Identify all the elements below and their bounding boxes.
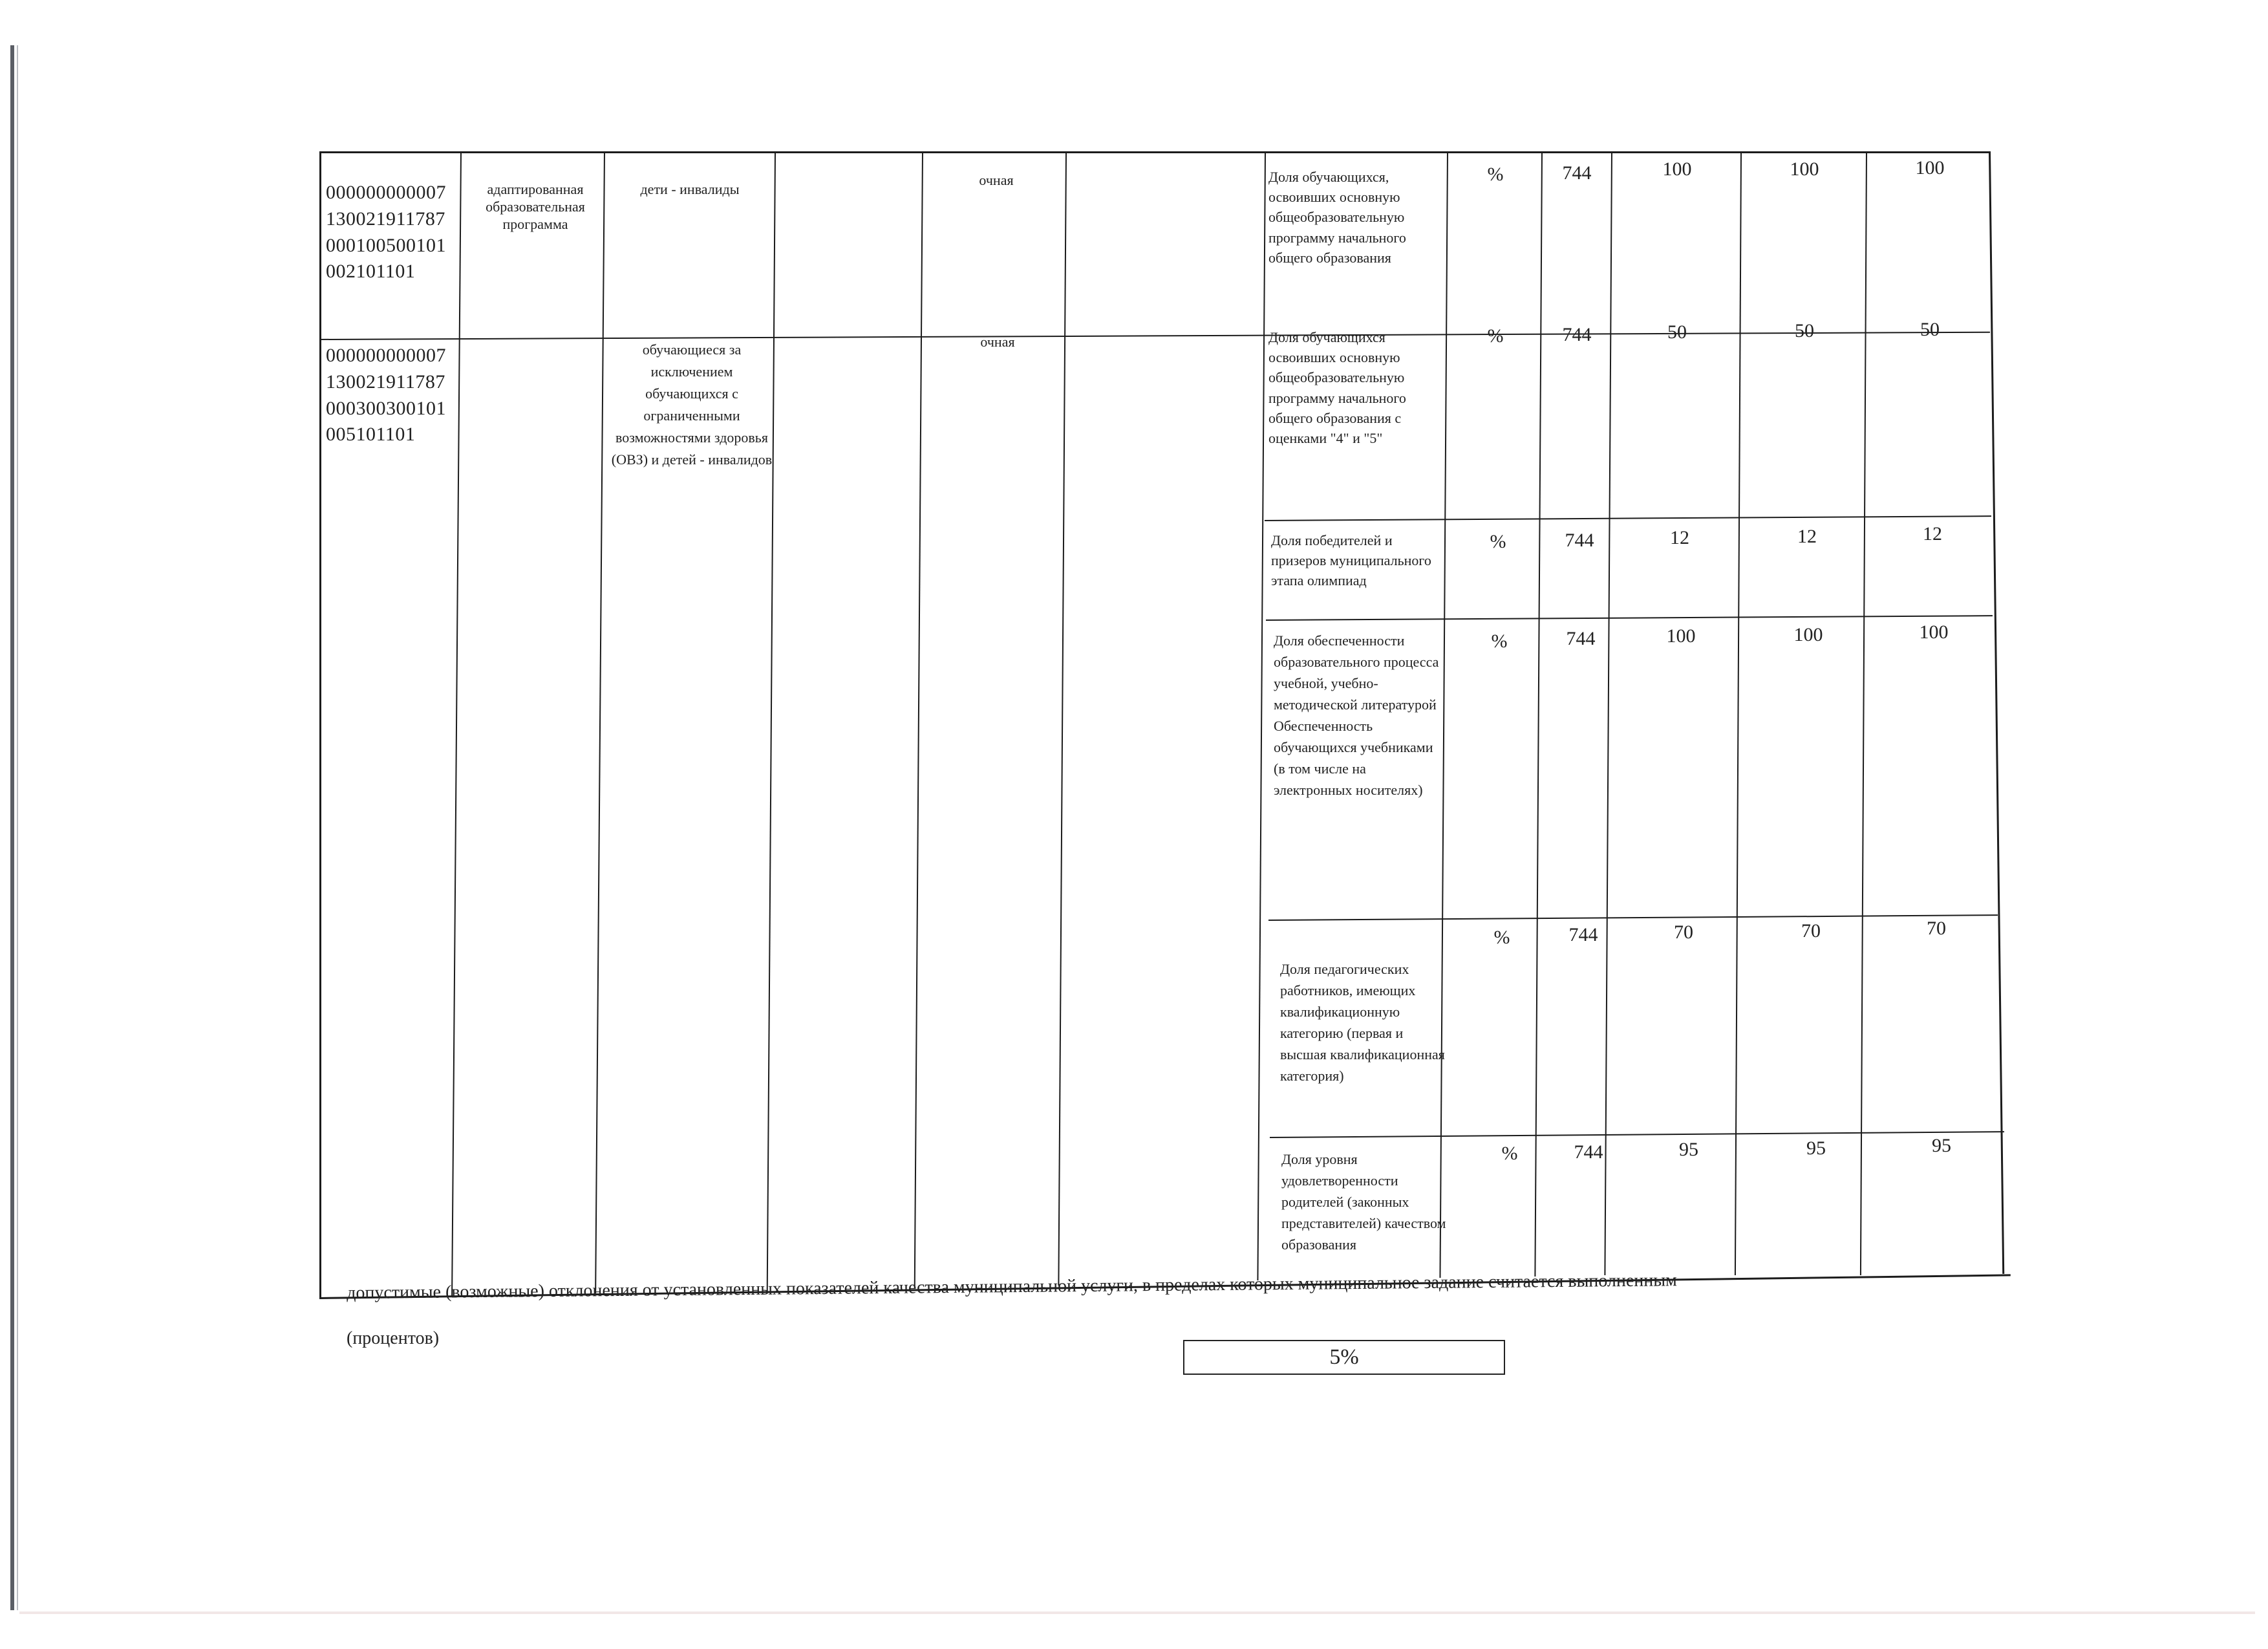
table-border-left: [319, 151, 321, 1299]
indicator-name: Доля обучающихся, освоивших основную общеобразовательную программу начального общего образования: [1268, 169, 1406, 266]
student-category: обучающиеся за исключением обучающихся с ограниченными возможностями здоровья (ОВЗ) и детей - инвалидов: [611, 341, 773, 468]
indicator-value-2: 100: [1790, 158, 1819, 180]
indicator-value-2: 95: [1806, 1137, 1826, 1159]
deviation-value-box: 5%: [1183, 1340, 1505, 1375]
indicator-value-2: 70: [1801, 920, 1821, 942]
indicator-okei: 744: [1562, 324, 1592, 345]
col-divider: [1534, 153, 1543, 1277]
scan-bottom-edge: [19, 1611, 2255, 1614]
indicator-value-1: 100: [1662, 158, 1692, 180]
indicator-value-1: 100: [1666, 625, 1696, 647]
col-divider: [595, 151, 605, 1293]
indicator-okei: 744: [1565, 530, 1594, 551]
indicator-unit: %: [1491, 630, 1508, 652]
indicator-name: Доля педагогических работников, имеющих квалификационную категорию (первая и высшая квалификационная категория): [1280, 961, 1445, 1084]
scan-edge-shadow: [17, 45, 18, 1610]
indicator-value-3: 12: [1923, 523, 1942, 544]
indicator-value-3: 70: [1927, 918, 1946, 939]
registry-code: 000000000007 130021911787 000100500101 002101101: [326, 182, 446, 283]
registry-code: 000000000007 130021911787 000300300101 005101101: [326, 345, 446, 446]
indicator-name: Доля победителей и призеров муниципального этапа олимпиад: [1271, 532, 1431, 589]
indicator-value-1: 70: [1674, 921, 1693, 943]
indicator-okei: 744: [1568, 924, 1598, 945]
indicator-value-2: 100: [1793, 624, 1823, 645]
col-divider: [1058, 153, 1067, 1286]
indicator-value-3: 95: [1932, 1135, 1951, 1156]
program-name: адаптированная образовательная программа: [486, 181, 585, 232]
indicator-name: Доля обучающихся освоивших основную общеобразовательную программу начального общего образования с оценками "4" и "5": [1268, 329, 1406, 447]
table-border-top: [319, 151, 1989, 153]
indicator-value-1: 95: [1679, 1139, 1698, 1160]
indicator-value-3: 100: [1919, 621, 1949, 643]
indicator-value-2: 50: [1795, 320, 1814, 341]
indicator-name: Доля обеспеченности образовательного процесса учебной, учебно-методической литературой Обеспеченность обучающихся учебниками (в том числе на электронных носителях): [1274, 632, 1439, 798]
student-category: дети - инвалиды: [640, 181, 740, 197]
indicator-okei: 744: [1562, 162, 1592, 184]
scan-edge: [10, 45, 14, 1610]
indicator-value-1: 12: [1670, 527, 1689, 548]
indicator-value-3: 50: [1920, 319, 1940, 340]
indicator-unit: %: [1493, 927, 1510, 948]
indicator-unit: %: [1490, 531, 1506, 552]
indicator-okei: 744: [1574, 1141, 1603, 1163]
col-divider: [1604, 153, 1612, 1275]
deviation-note: допустимые (возможные) отклонения от установленных показателей качества муниципальной услуги, в пределах которых муниципальное задание считается выполненным: [347, 1270, 1677, 1303]
indicator-value-1: 50: [1667, 321, 1687, 343]
study-form: очная: [979, 172, 1014, 188]
row-divider: [1265, 515, 1991, 521]
indicator-unit: %: [1487, 164, 1504, 185]
indicator-okei: 744: [1566, 628, 1596, 649]
col-divider: [767, 153, 776, 1292]
indicator-unit: %: [1501, 1143, 1518, 1164]
col-divider: [451, 151, 462, 1297]
indicator-value-3: 100: [1915, 157, 1945, 178]
col-divider: [914, 153, 923, 1288]
col-divider: [1257, 153, 1266, 1280]
indicator-name: Доля уровня удовлетворенности родителей (законных представителей) качеством образования: [1281, 1151, 1446, 1253]
indicator-value-2: 12: [1797, 526, 1817, 547]
study-form: очная: [980, 334, 1015, 350]
row-divider: [1266, 615, 1993, 621]
indicator-unit: %: [1487, 325, 1504, 347]
deviation-note-unit: (процентов): [347, 1328, 440, 1348]
